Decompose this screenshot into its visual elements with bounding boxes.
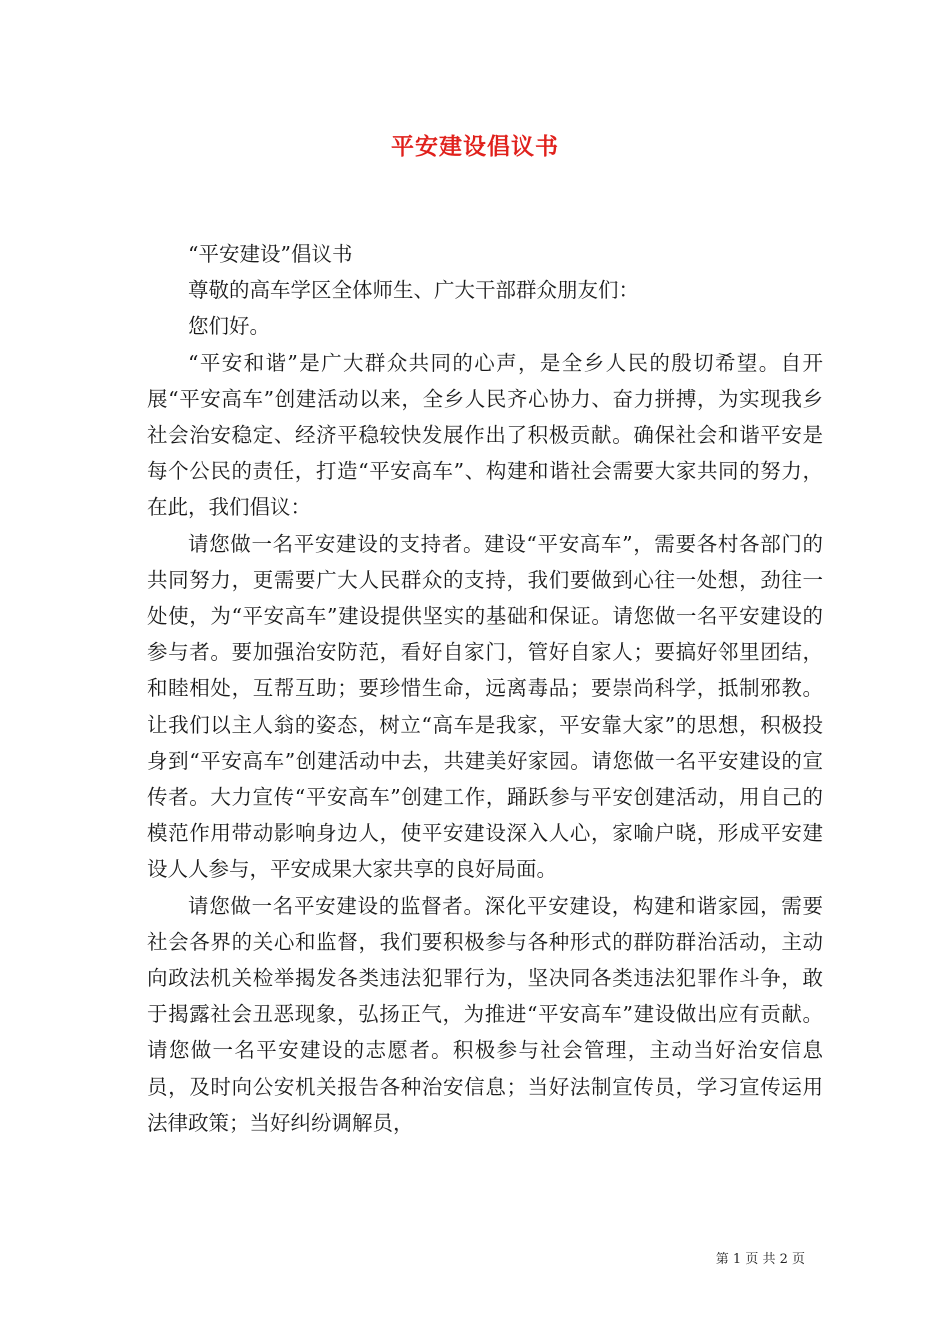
page-number: 第 1 页 共 2 页 <box>715 1252 805 1267</box>
document-title: 平安建设倡议书 <box>391 133 559 160</box>
paragraph-intro: “平安和谐”是广大群众共同的心声，是全乡人民的殷切希望。自开展“平安高车”创建活动以来，全乡人民齐心协力、奋力拼搏，为实现我乡社会治安稳定、经济平稳较快发展作出了积极贡献。确保社会和谐平安是每个公民的责任，打造“平安高车”、构建和谐社会需要大家共同的努力，在此，我们倡议： <box>147 350 823 520</box>
paragraph-supervisor: 请您做一名平安建设的监督者。深化平安建设，构建和谐家园，需要社会各界的关心和监督，我们要积极参与各种形式的群防群治活动，主动向政法机关检举揭发各类违法犯罪行为，坚决同各类违法犯罪作斗争，敢于揭露社会丑恶现象，弘扬正气，为推进“平安高车”建设做出应有贡献。请您做一名平安建设的志愿者。积极参与社会管理，主动当好治安信息员，及时向公安机关报告各种治安信息；当好法制宣传员，学习宣传运用法律政策；当好纠纷调解员， <box>147 893 823 1135</box>
greeting: 您们好。 <box>188 314 270 339</box>
heading-line: “平安建设”倡议书 <box>188 242 353 266</box>
salutation: 尊敬的高车学区全体师生、广大干部群众朋友们： <box>188 278 639 303</box>
document-body <box>147 236 823 1141</box>
paragraph-supporter: 请您做一名平安建设的支持者。建设“平安高车”，需要各村各部门的共同努力，更需要广大人民群众的支持，我们要做到心往一处想，劲往一处使，为“平安高车”建设提供坚实的基础和保证。请您做一名平安建设的参与者。要加强治安防范，看好自家门，管好自家人；要搞好邻里团结，和睦相处，互帮互助；要珍惜生命，远离毒品；要崇尚科学，抵制邪教。让我们以主人翁的姿态，树立“高车是我家，平安靠大家”的思想，积极投身到“平安高车”创建活动中去，共建美好家园。请您做一名平安建设的宣传者。大力宣传“平安高车”创建工作，踊跃参与平安创建活动，用自己的模范作用带动影响身边人，使平安建设深入人心，家喻户晓，形成平安建设人人参与，平安成果大家共享的良好局面。 <box>147 531 823 882</box>
